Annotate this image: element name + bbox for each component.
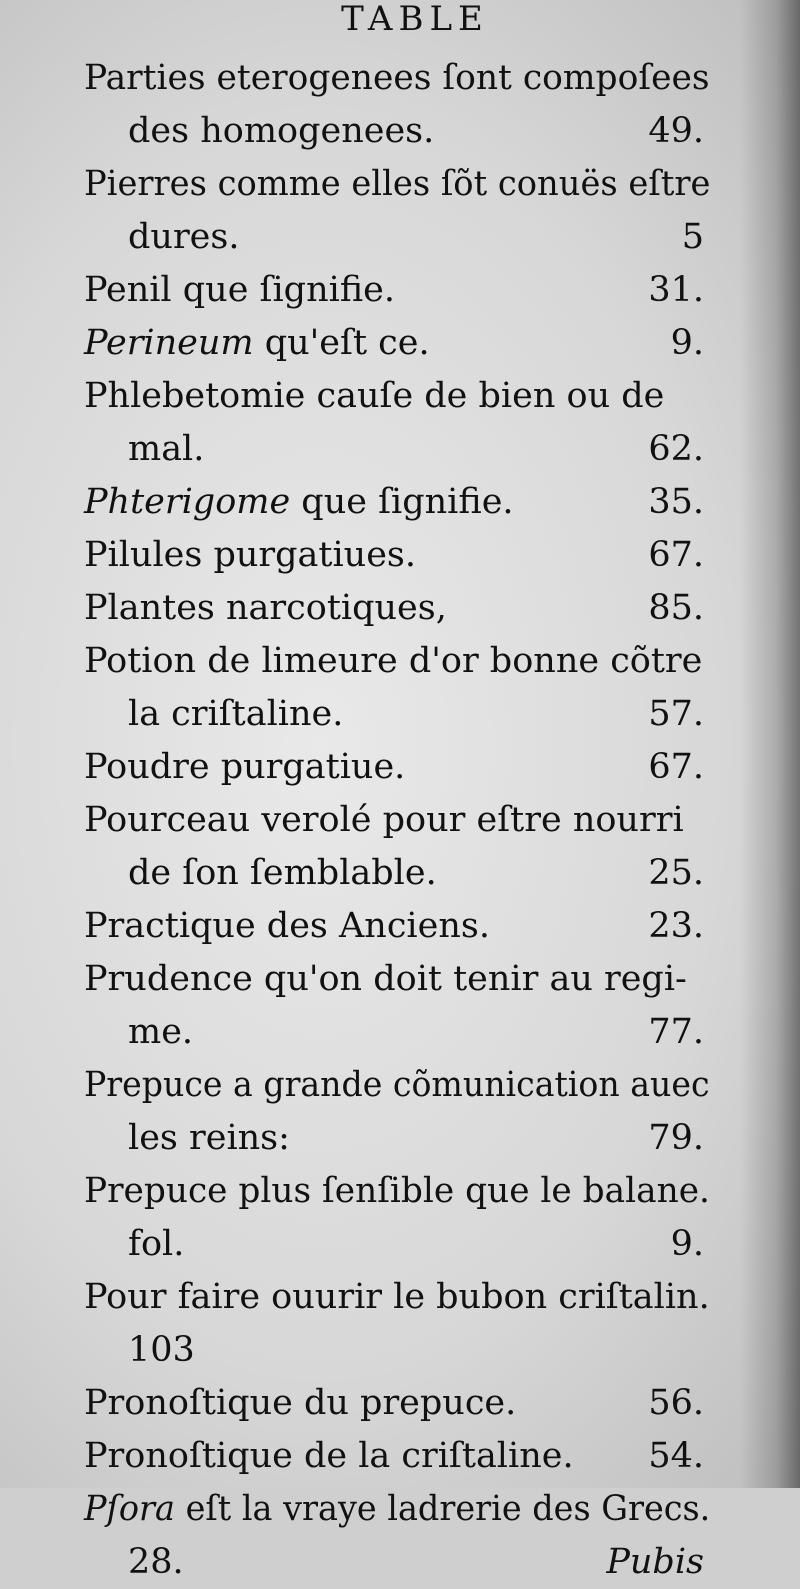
page-number: 9. bbox=[670, 1224, 704, 1264]
entry-text: fol. bbox=[128, 1224, 185, 1264]
index-entry bbox=[84, 529, 710, 582]
page-number: 57. bbox=[648, 694, 704, 734]
catchword: Pubis bbox=[606, 1542, 704, 1582]
index-entry bbox=[84, 264, 710, 317]
entry-text: Prudence qu'on doit tenir au regi- bbox=[84, 959, 687, 999]
entry-text: Penil que ſignifie. bbox=[84, 270, 396, 310]
entry-rest: eſt la vraye ladrerie des Grecs. bbox=[174, 1489, 711, 1529]
page-number: 85. bbox=[648, 588, 704, 628]
entry-text: Prepuce a grande cõmunication auec bbox=[84, 1065, 710, 1105]
header-title: TABLE bbox=[341, 0, 489, 39]
entry-continuation bbox=[84, 1536, 710, 1589]
page-number: 67. bbox=[648, 535, 704, 575]
page-number: 31. bbox=[648, 270, 704, 310]
entry-text: Potion de limeure d'or bonne cõtre bbox=[84, 641, 703, 681]
entry-continuation bbox=[84, 1006, 710, 1059]
entry-rest: qu'eſt ce. bbox=[253, 323, 430, 363]
entry-text: Phlebetomie cauſe de bien ou de bbox=[84, 376, 665, 416]
entry-continuation bbox=[84, 847, 710, 900]
entry-text: me. bbox=[128, 1012, 194, 1052]
page-number: 23. bbox=[648, 906, 704, 946]
index-entry bbox=[84, 794, 710, 900]
page-number: 9. bbox=[670, 323, 704, 363]
index-entry bbox=[84, 1059, 710, 1165]
entry-continuation bbox=[84, 688, 710, 741]
entry-text: Poudre purgatiue. bbox=[84, 747, 406, 787]
latin-term: Pſora bbox=[84, 1489, 175, 1529]
entry-text: Pour faire ouurir le bubon criſtalin. bbox=[84, 1277, 710, 1317]
entry-text bbox=[84, 317, 430, 370]
index-entry bbox=[84, 1377, 710, 1430]
latin-term: Phterigome bbox=[84, 482, 291, 522]
index-entry bbox=[84, 1483, 710, 1589]
entry-text: des homogenees. bbox=[128, 111, 435, 151]
page-number: 103 bbox=[128, 1330, 195, 1370]
index-entry bbox=[84, 52, 710, 158]
page-number: 77. bbox=[648, 1012, 704, 1052]
page-number: 49. bbox=[648, 111, 704, 151]
index-entry bbox=[84, 582, 710, 635]
entry-text: Practique des Anciens. bbox=[84, 906, 490, 946]
entry-continuation bbox=[84, 211, 710, 264]
page-edge-shadow bbox=[740, 0, 800, 1488]
entry-continuation bbox=[84, 423, 710, 476]
entry-text bbox=[84, 1483, 711, 1536]
entry-text: dures. bbox=[128, 217, 240, 257]
page-header bbox=[0, 0, 800, 38]
entry-text: les reins: bbox=[128, 1118, 290, 1158]
entry-rest: que ſignifie. bbox=[290, 482, 514, 522]
latin-term: Perineum bbox=[84, 323, 254, 363]
page-number: 62. bbox=[648, 429, 704, 469]
entry-text bbox=[84, 476, 514, 529]
index-entry bbox=[84, 953, 710, 1059]
index-entry bbox=[84, 1165, 710, 1271]
entry-continuation bbox=[84, 1112, 710, 1165]
index-entry bbox=[84, 741, 710, 794]
page-number: 25. bbox=[648, 853, 704, 893]
index-entry bbox=[84, 317, 710, 370]
index-entry bbox=[84, 476, 710, 529]
entry-text: Parties eterogenees ſont compoſees bbox=[84, 58, 710, 98]
index-entry bbox=[84, 635, 710, 741]
entry-text: Pronoſtique du prepuce. bbox=[84, 1383, 517, 1423]
entry-text: Pilules purgatiues. bbox=[84, 535, 417, 575]
page-number: 54. bbox=[648, 1436, 704, 1476]
entry-text: la criſtaline. bbox=[128, 694, 344, 734]
page-number: 5 bbox=[681, 217, 704, 257]
entry-text: Prepuce plus ſenſible que le balane. bbox=[84, 1171, 710, 1211]
page-number: 67. bbox=[648, 747, 704, 787]
entry-text: Pierres comme elles ſõt conuës eſtre bbox=[84, 164, 711, 204]
entry-text: Pourceau verolé pour eſtre nourri bbox=[84, 800, 684, 840]
index-entry bbox=[84, 900, 710, 953]
entry-text: mal. bbox=[128, 429, 205, 469]
index-entry bbox=[84, 370, 710, 476]
entry-continuation bbox=[84, 105, 710, 158]
page-number: 35. bbox=[648, 482, 704, 522]
index-entries bbox=[84, 52, 710, 1589]
page-number: 56. bbox=[648, 1383, 704, 1423]
entry-continuation bbox=[84, 1218, 710, 1271]
index-entry bbox=[84, 1430, 710, 1483]
page-number: 79. bbox=[648, 1118, 704, 1158]
entry-text: Plantes narcotiques, bbox=[84, 588, 447, 628]
index-entry bbox=[84, 158, 710, 264]
page-number: 28. bbox=[128, 1542, 184, 1582]
entry-text: Pronoſtique de la criſtaline. bbox=[84, 1436, 574, 1476]
index-entry bbox=[84, 1271, 710, 1377]
entry-text: de ſon ſemblable. bbox=[128, 853, 437, 893]
